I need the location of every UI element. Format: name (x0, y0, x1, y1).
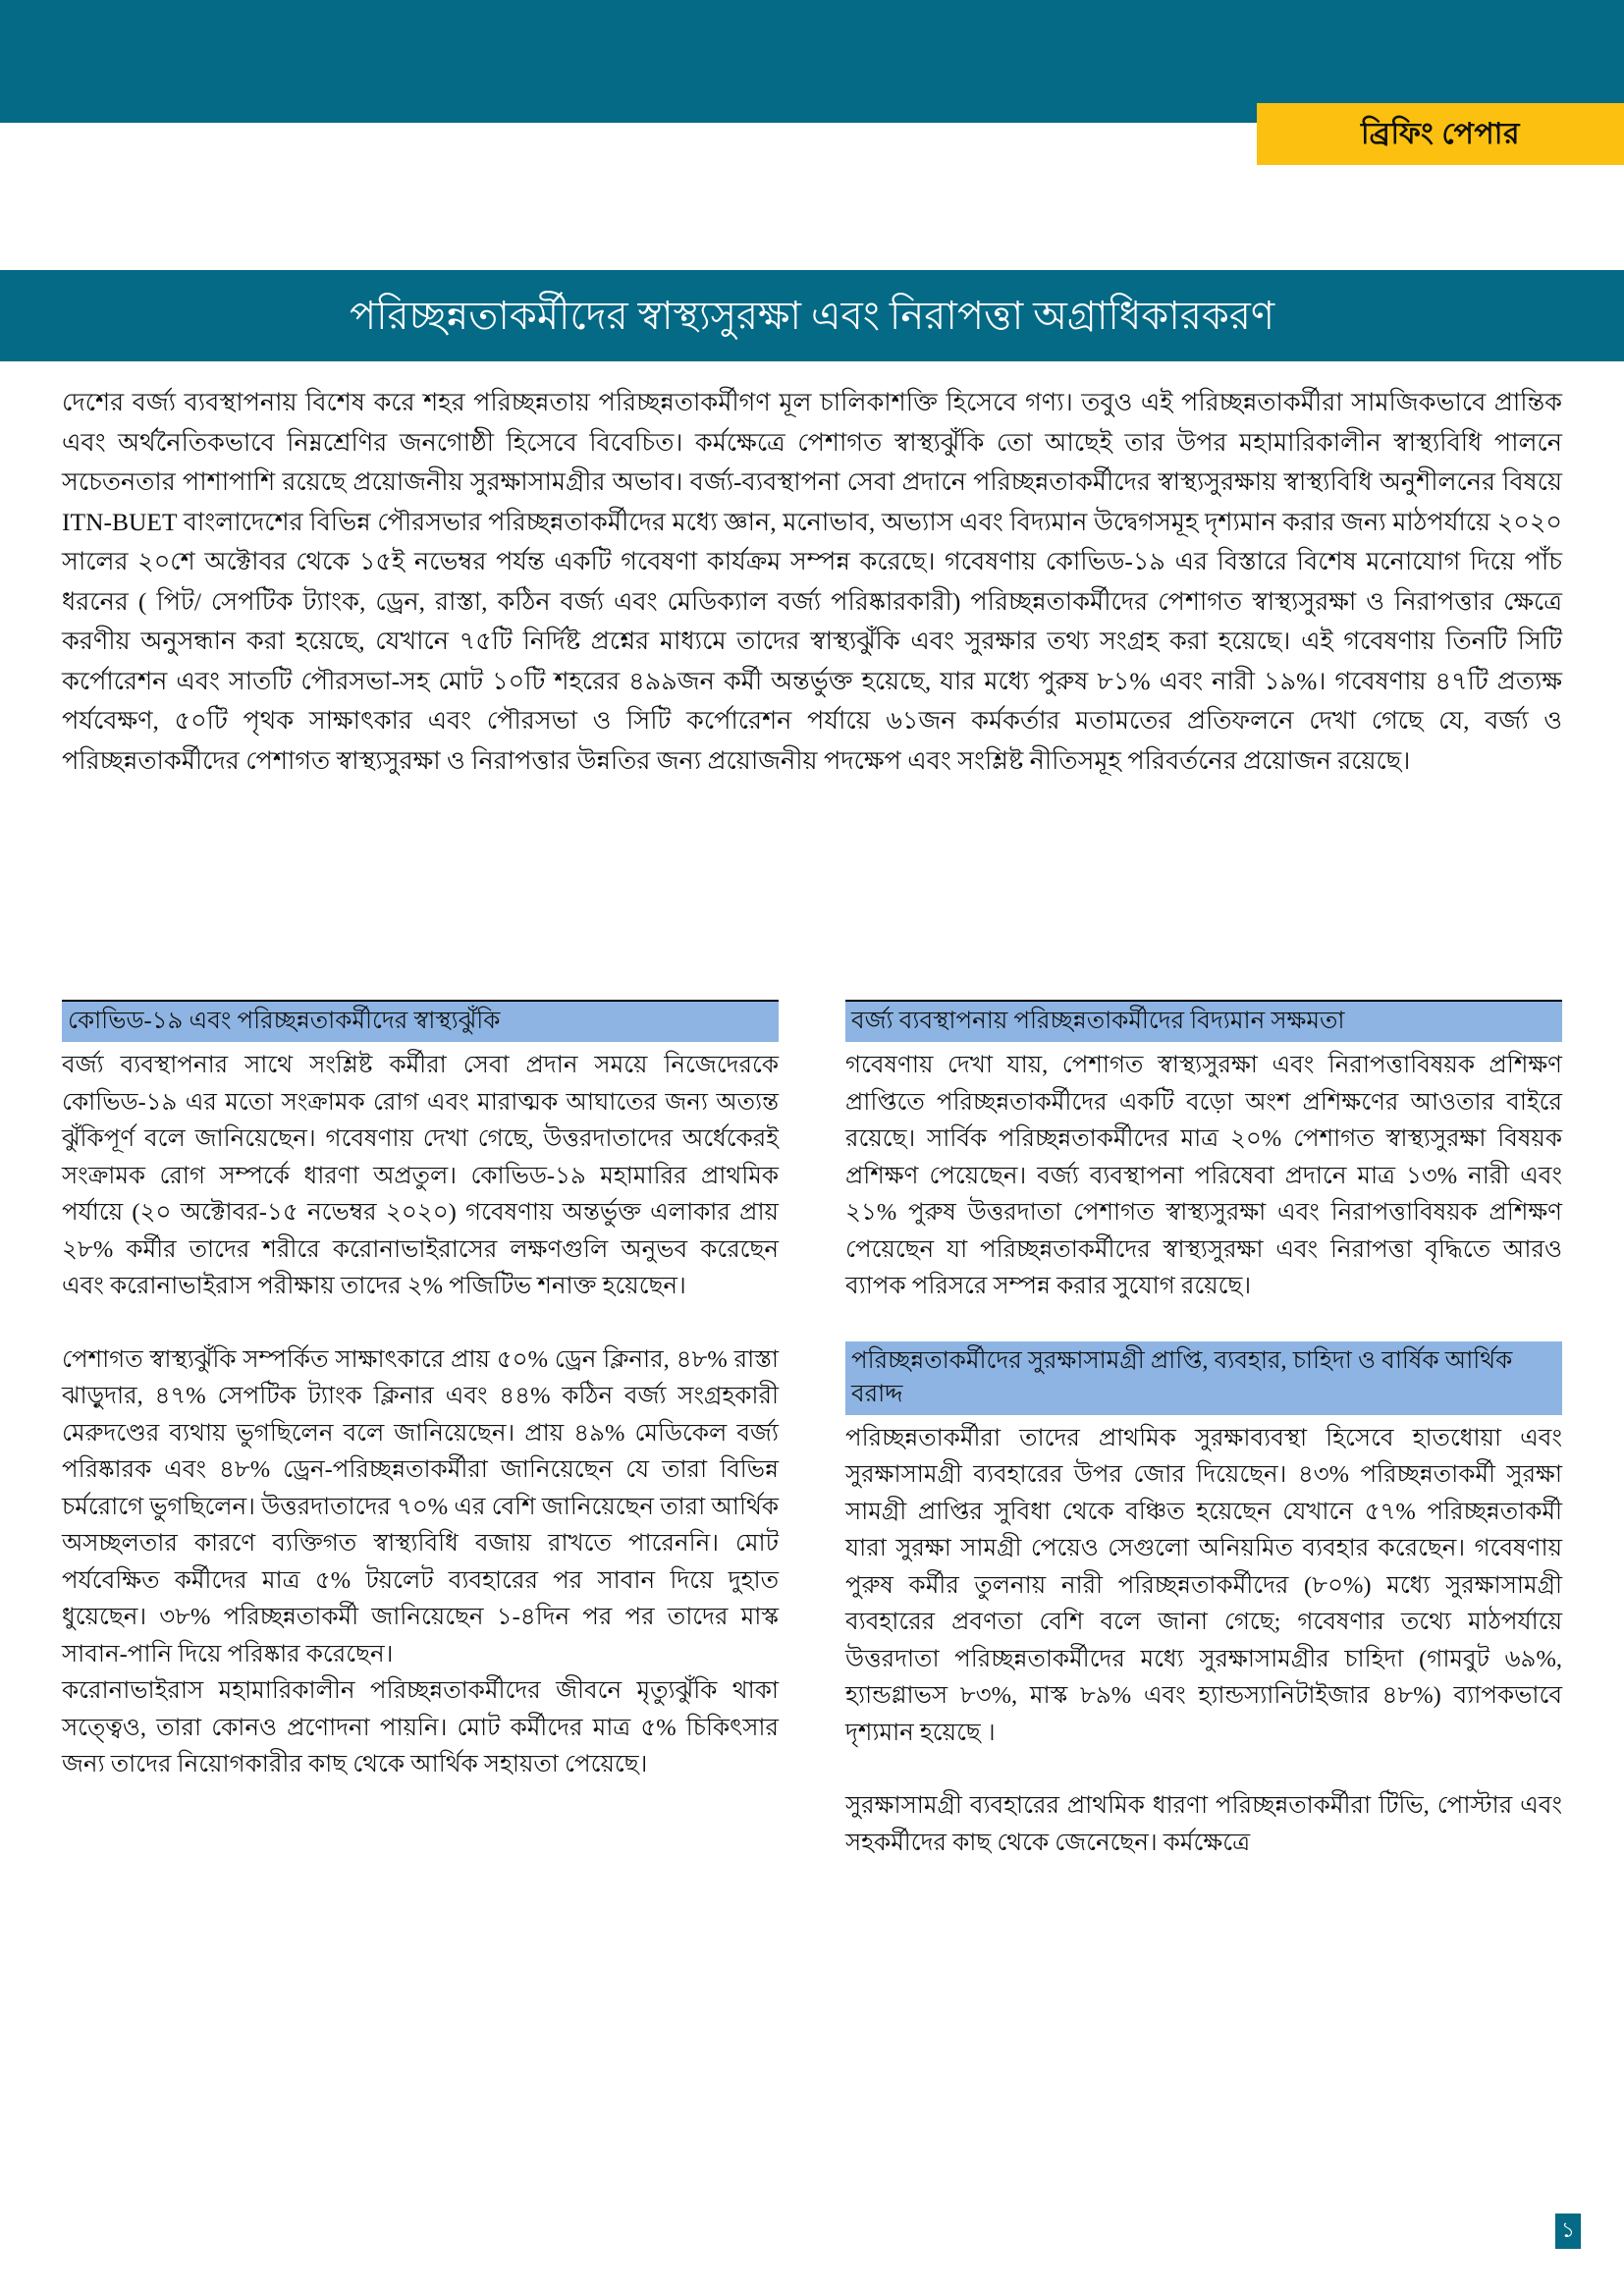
left-paragraph-3: করোনাভাইরাস মহামারিকালীন পরিচ্ছন্নতাকর্মীদের জীবনে মৃত্যুঝুঁকি থাকা সত্ত্বেও, তারা কোনও প্রণোদনা পায়নি। মোট কর্মীদের মাত্র ৫% চিকিৎসার জন্য তাদের নিয়োগকারীর কাছ থেকে আর্থিক সহায়তা পেয়েছে। (62, 1677, 779, 1777)
right-paragraph-1: গবেষণায় দেখা যায়, পেশাগত স্বাস্থ্যসুরক্ষা এবং নিরাপত্তাবিষয়ক প্রশিক্ষণ প্রাপ্তিতে পরিচ্ছন্নতাকর্মীদের একটি বড়ো অংশ প্রশিক্ষণের আওতার বাইরে রয়েছে। সার্বিক পরিচ্ছন্নতাকর্মীদের মাত্র ২০% পেশাগত স্বাস্থ্যসুরক্ষা বিষয়ক প্রশিক্ষণ পেয়েছেন। বর্জ্য ব্যবস্থাপনা পরিষেবা প্রদানে মাত্র ১৩% নারী এবং ২১% পুরুষ উত্তরদাতা পেশাগত স্বাস্থ্যসুরক্ষা এবং নিরাপত্তাবিষয়ক প্রশিক্ষণ পেয়েছেন যা পরিচ্ছন্নতাকর্মীদের স্বাস্থ্যসুরক্ষা এবং নিরাপত্তা বৃদ্ধিতে আরও ব্যাপক পরিসরে সম্পন্ন করার সুযোগ রয়েছে। (845, 1052, 1562, 1299)
page-number-value: ১ (1560, 2216, 1576, 2242)
page-title: পরিচ্ছন্নতাকর্মীদের স্বাস্থ্যসুরক্ষা এবং নিরাপত্তা অগ্রাধিকারকরণ (349, 293, 1275, 338)
left-paragraph-2: পেশাগত স্বাস্থ্যঝুঁকি সম্পর্কিত সাক্ষাৎকারে প্রায় ৫০% ড্রেন ক্লিনার, ৪৮% রাস্তা ঝাড়ুদার, ৪৭% সেপটিক ট্যাংক ক্লিনার এবং ৪৪% কঠিন বর্জ্য সংগ্রহকারী মেরুদণ্ডের ব্যথায় ভুগছিলেন বলে জানিয়েছেন। প্রায় ৪৯% মেডিকেল বর্জ্য পরিষ্কারক এবং ৪৮% ড্রেন-পরিচ্ছন্নতাকর্মীরা জানিয়েছেন যে তারা বিভিন্ন চর্মরোগে ভুগছিলেন। উত্তরদাতাদের ৭০% এর বেশি জানিয়েছেন তারা আর্থিক অসচ্ছলতার কারণে ব্যক্তিগত স্বাস্থ্যবিধি বজায় রাখতে পারেননি। মোট পর্যবেক্ষিত কর্মীদের মাত্র ৫% টয়লেট ব্যবহারের পর সাবান দিয়ে দুহাত ধুয়েছেন। ৩৮% পরিচ্ছন্নতাকর্মী জানিয়েছেন ১-৪দিন পর পর তাদের মাস্ক সাবান-পানি দিয়ে পরিষ্কার করেছেন। (62, 1345, 779, 1667)
left-column (62, 1000, 779, 1783)
document-title-band (0, 270, 1624, 361)
paragraph-spacer (62, 1305, 779, 1341)
briefing-paper-badge (1257, 103, 1624, 165)
left-paragraph-1: বর্জ্য ব্যবস্থাপনার সাথে সংশ্লিষ্ট কর্মীরা সেবা প্রদান সময়ে নিজেদেরকে কোভিড-১৯ এর মতো সংক্রামক রোগ এবং মারাত্মক আঘাতের জন্য অত্যন্ত ঝুঁকিপূর্ণ বলে জানিয়েছেন। গবেষণায় দেখা গেছে, উত্তরদাতাদের অর্ধেকেরই সংক্রামক রোগ সম্পর্কে ধারণা অপ্রতুল। কোভিড-১৯ মহামারির প্রাথমিক পর্যায়ে (২০ অক্টোবর-১৫ নভেম্বর ২০২০) গবেষণায় অন্তর্ভুক্ত এলাকার প্রায় ২৮% কর্মীর তাদের শরীরে করোনাভাইরাসের লক্ষণগুলি অনুভব করেছেন এবং করোনাভাইরাস পরীক্ষায় তাদের ২% পজিটিভ শনাক্ত হয়েছেন। (62, 1052, 779, 1299)
paragraph-spacer (845, 1751, 1562, 1787)
right-paragraph-2: পরিচ্ছন্নতাকর্মীরা তাদের প্রাথমিক সুরক্ষাব্যবস্থা হিসেবে হাতধোয়া এবং সুরক্ষাসামগ্রী ব্যবহারের উপর জোর দিয়েছেন। ৪৩% পরিচ্ছন্নতাকর্মী সুরক্ষা সামগ্রী প্রাপ্তির সুবিধা থেকে বঞ্চিত হয়েছেন যেখানে ৫৭% পরিচ্ছন্নতাকর্মী যারা সুরক্ষা সামগ্রী পেয়েও সেগুলো অনিয়মিত ব্যবহার করেছেন। গবেষণায় পুরুষ কর্মীর তুলনায় নারী পরিচ্ছন্নতাকর্মীদের (৮০%) মধ্যে সুরক্ষাসামগ্রী ব্যবহারের প্রবণতা বেশি বলে জানা গেছে; গবেষণার তথ্যে মাঠপর্যায়ে উত্তরদাতা পরিচ্ছন্নতাকর্মীদের মধ্যে সুরক্ষাসামগ্রীর চাহিদা (গামবুট ৬৯%, হ্যান্ডগ্লাভস ৮৩%, মাস্ক ৮৯% এবং হ্যান্ডস্যানিটাইজার ৪৮%) ব্যাপকভাবে দৃশ্যমান হয়েছে । (845, 1424, 1562, 1746)
section-heading-ppe-access-use-demand: পরিচ্ছন্নতাকর্মীদের সুরক্ষাসামগ্রী প্রাপ্তি, ব্যবহার, চাহিদা ও বার্ষিক আর্থিক বরাদ্দ (845, 1341, 1562, 1415)
section-heading-covid-health-risk: কোভিড-১৯ এবং পরিচ্ছন্নতাকর্মীদের স্বাস্থ্যঝুঁকি (62, 1000, 779, 1042)
intro-paragraph: দেশের বর্জ্য ব্যবস্থাপনায় বিশেষ করে শহর পরিচ্ছন্নতায় পরিচ্ছন্নতাকর্মীগণ মূল চালিকাশক্তি হিসেবে গণ্য। তবুও এই পরিচ্ছন্নতাকর্মীরা সামজিকভাবে প্রান্তিক এবং অর্থনৈতিকভাবে নিম্নশ্রেণির জনগোষ্ঠী হিসেবে বিবেচিত। কর্মক্ষেত্রে পেশাগত স্বাস্থ্যঝুঁকি তো আছেই তার উপর মহামারিকালীন স্বাস্থ্যবিধি পালনে সচেতনতার পাশাপাশি রয়েছে প্রয়োজনীয় সুরক্ষাসামগ্রীর অভাব। বর্জ্য-ব্যবস্থাপনা সেবা প্রদানে পরিচ্ছন্নতাকর্মীদের স্বাস্থ্যসুরক্ষায় স্বাস্থ্যবিধি অনুশীলনের বিষয়ে ITN-BUET বাংলাদেশের বিভিন্ন পৌরসভার পরিচ্ছন্নতাকর্মীদের মধ্যে জ্ঞান, মনোভাব, অভ্যাস এবং বিদ্যমান উদ্বেগসমূহ দৃশ্যমান করার জন্য মাঠপর্যায়ে ২০২০ সালের ২০শে অক্টোবর থেকে ১৫ই নভেম্বর পর্যন্ত একটি গবেষণা কার্যক্রম সম্পন্ন করেছে। গবেষণায় কোভিড-১৯ এর বিস্তারে বিশেষ মনোযোগ দিয়ে পাঁচ ধরনের ( পিট/ সেপটিক ট্যাংক, ড্রেন, রাস্তা, কঠিন বর্জ্য এবং মেডিক্যাল বর্জ্য পরিষ্কারকারী) পরিচ্ছন্নতাকর্মীদের পেশাগত স্বাস্থ্যসুরক্ষা ও নিরাপত্তার ক্ষেত্রে করণীয় অনুসন্ধান করা হয়েছে, যেখানে ৭৫টি নির্দিষ্ট প্রশ্নের মাধ্যমে তাদের স্বাস্থ্যঝুঁকি এবং সুরক্ষার তথ্য সংগ্রহ করা হয়েছে। এই গবেষণায় তিনটি সিটি কর্পোরেশন এবং সাতটি পৌরসভা-সহ মোট ১০টি শহরের ৪৯৯জন কর্মী অন্তর্ভুক্ত হয়েছে, যার মধ্যে পুরুষ ৮১% এবং নারী ১৯%। গবেষণায় ৪৭টি প্রত্যক্ষ পর্যবেক্ষণ, ৫০টি পৃথক সাক্ষাৎকার এবং পৌরসভা ও সিটি কর্পোরেশন পর্যায়ে ৬১জন কর্মকর্তার মতামতের প্রতিফলনে দেখা গেছে যে, বর্জ্য ও পরিচ্ছন্নতাকর্মীদের পেশাগত স্বাস্থ্যসুরক্ষা ও নিরাপত্তার উন্নতির জন্য প্রয়োজনীয় পদক্ষেপ এবং সংশ্লিষ্ট নীতিসমূহ পরিবর্তনের প্রয়োজন রয়েছে। (62, 388, 1562, 775)
right-paragraph-3: সুরক্ষাসামগ্রী ব্যবহারের প্রাথমিক ধারণা পরিচ্ছন্নতাকর্মীরা টিভি, পোস্টার এবং সহকর্মীদের কাছ থেকে জেনেছেন। কর্মক্ষেত্রে (845, 1792, 1562, 1856)
section-heading-existing-capacity: বর্জ্য ব্যবস্থাপনায় পরিচ্ছন্নতাকর্মীদের বিদ্যমান সক্ষমতা (845, 1000, 1562, 1042)
paragraph-spacer (845, 1305, 1562, 1341)
right-column (845, 1000, 1562, 1861)
badge-label: ব্রিফিং পেপার (1361, 117, 1520, 150)
body-columns (62, 1000, 1562, 2159)
page-number-badge (1555, 2214, 1581, 2249)
